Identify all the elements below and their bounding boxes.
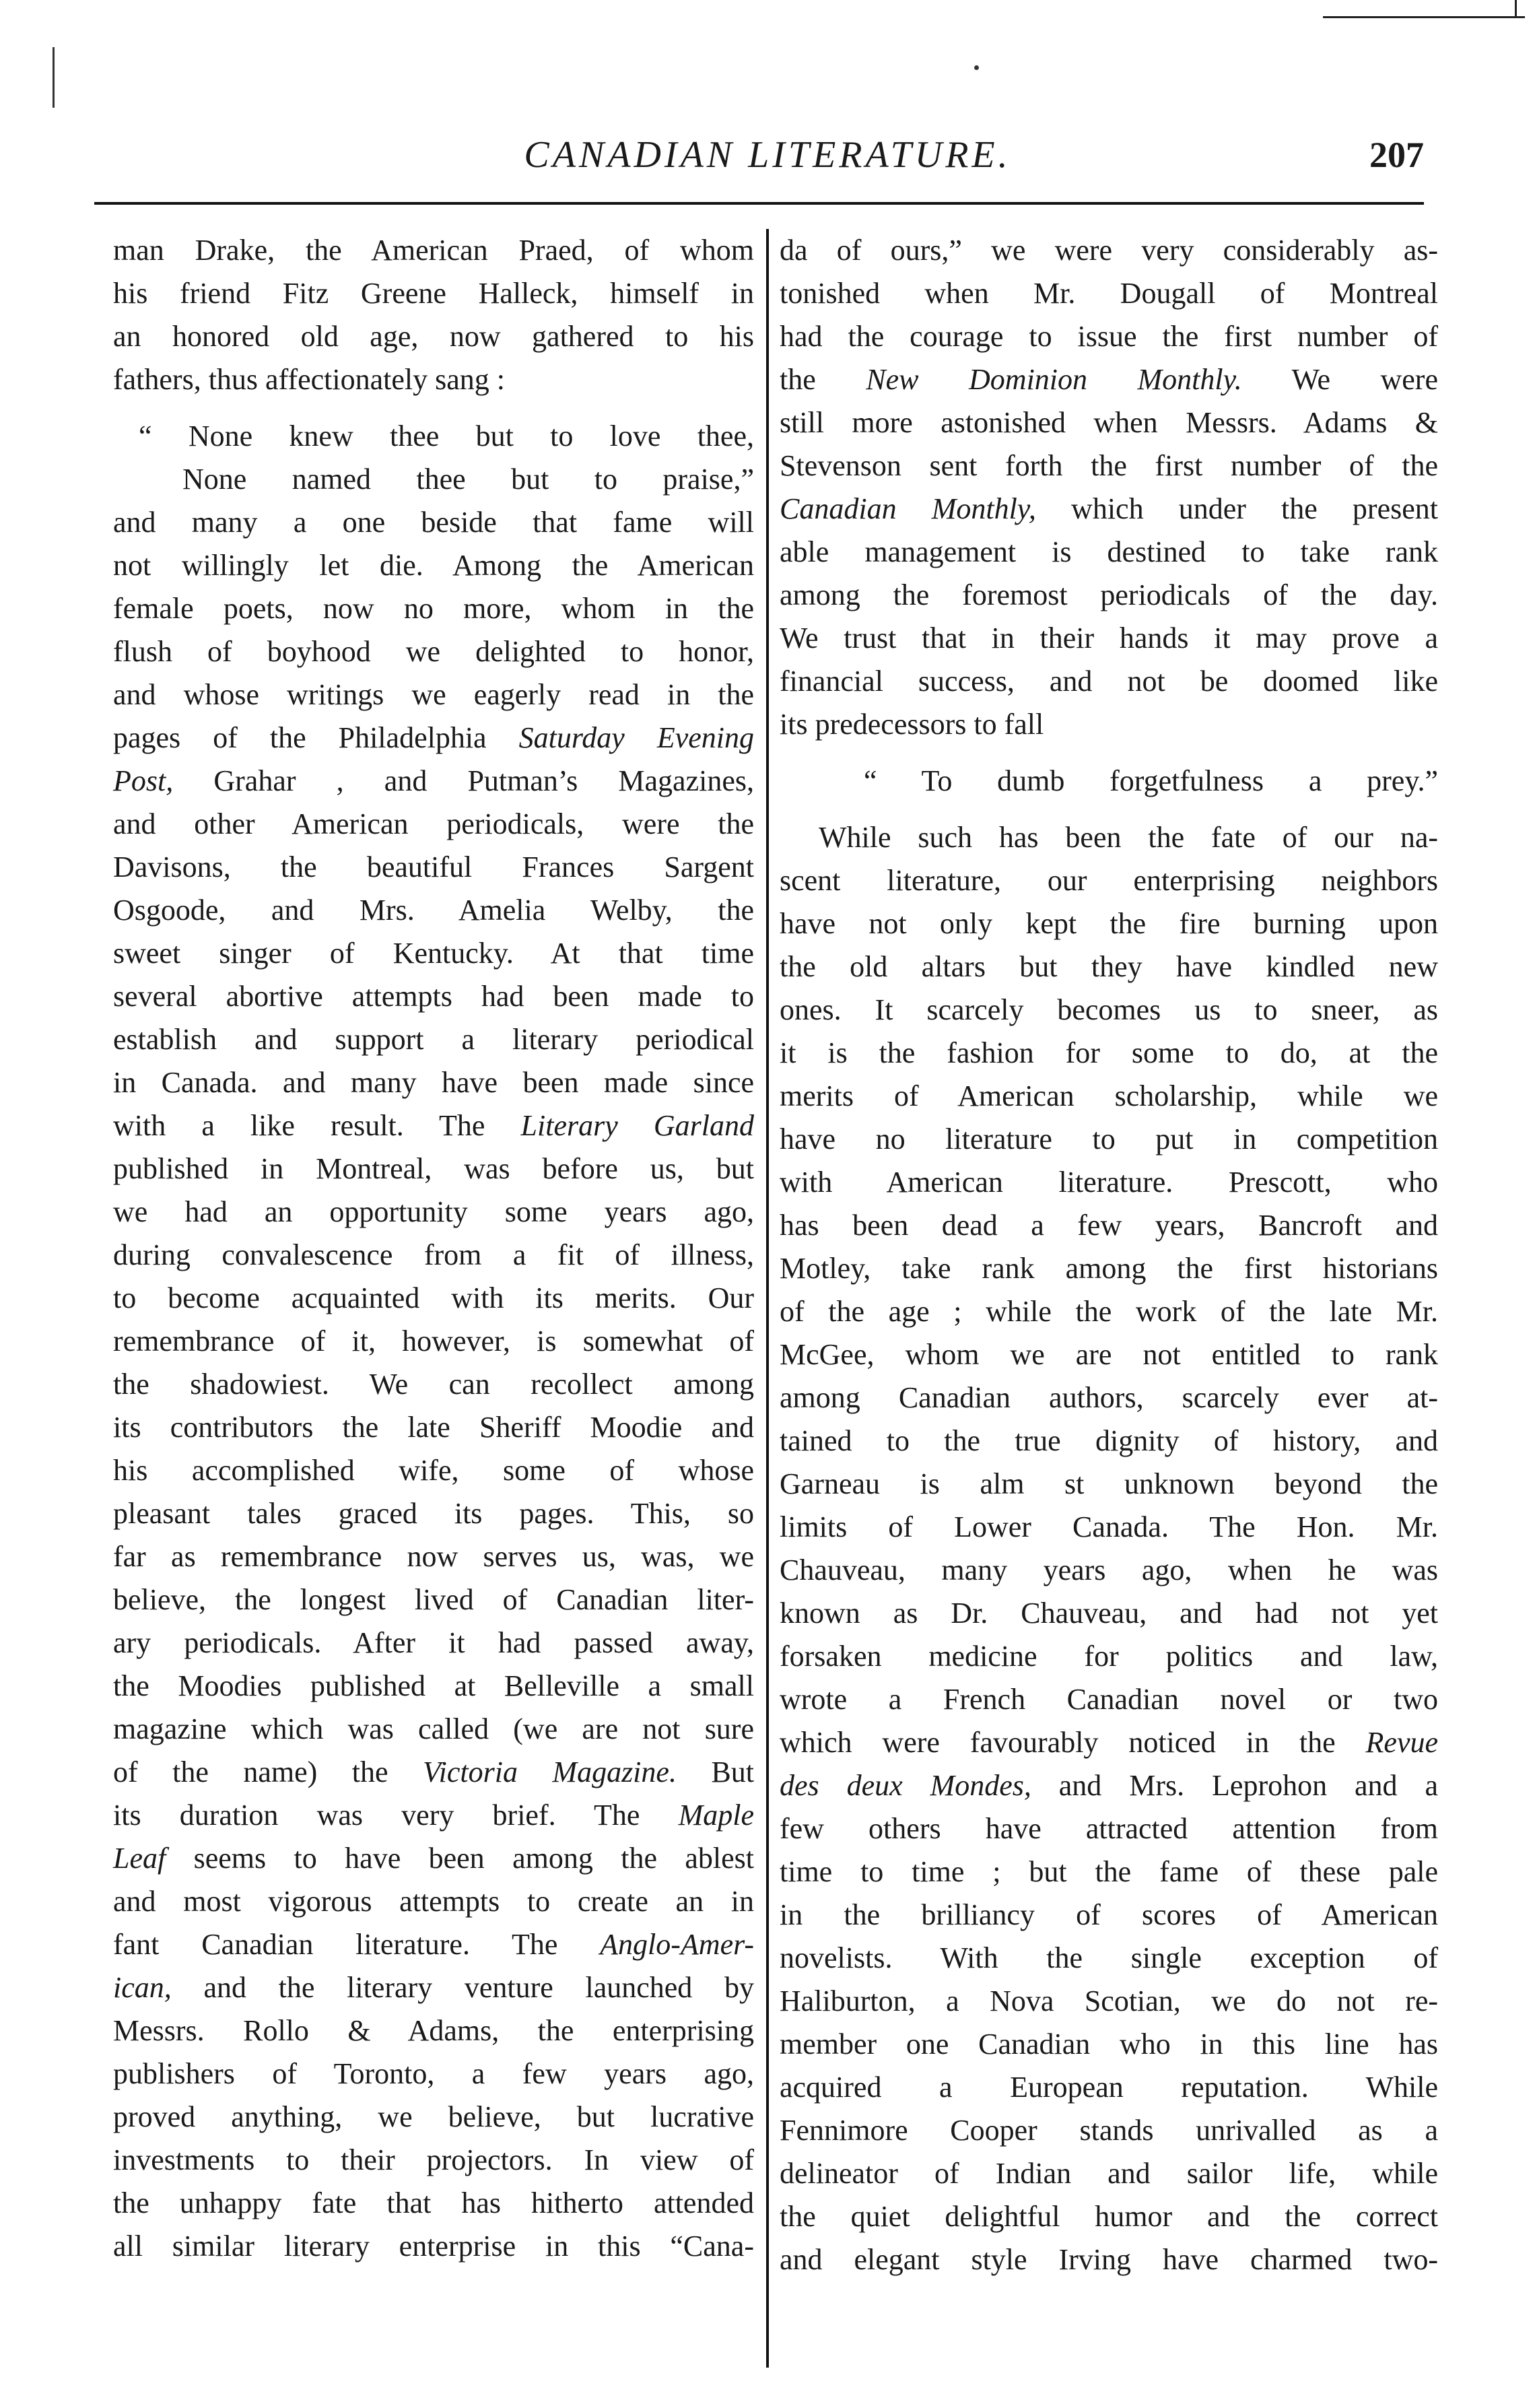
text-line: the old altars but they have kindled new [780,950,1438,983]
periodical-title: New Dominion Monthly. [866,363,1242,396]
text-line: few others have attracted attention from [780,1812,1438,1845]
text-line: While such has been the fate of our na- [819,821,1438,854]
text-line: have no literature to put in competition [780,1123,1438,1156]
text-line: member one Canadian who in this line has [780,2028,1438,2061]
top-corner-rule [1323,16,1525,18]
text-line: acquired a European reputation. While [780,2071,1438,2104]
text-line: and elegant style Irving have charmed two- [780,2243,1438,2276]
text-line: investments to their projectors. In view of [113,2143,754,2176]
text-line: it is the fashion for some to do, at the [780,1036,1438,1069]
text-line: of the age ; while the work of the late Mr. [780,1295,1438,1328]
text-line: da of ours,” we were very considerably as- [780,234,1438,267]
text-line: Garneau is alm st unknown beyond the [780,1467,1438,1500]
text-line: among Canadian authors, scarcely ever at- [780,1381,1438,1414]
text-line: Post, Grahar , and Putman’s Magazines, [113,764,754,797]
text-line: of the name) the Victoria Magazine. But [113,1755,754,1788]
text-line: which were favourably noticed in the Revue [780,1726,1438,1759]
quote-line: “ To dumb forgetfulness a prey.” [864,764,1438,797]
text-line: in the brilliancy of scores of American [780,1898,1438,1931]
text-line: believe, the longest lived of Canadian liter- [113,1583,754,1616]
text-line: Leaf seems to have been among the ablest [113,1842,754,1875]
text-line: and many a one beside that fame will [113,506,754,539]
periodical-title: Leaf [113,1842,166,1875]
text-line: has been dead a few years, Bancroft and [780,1209,1438,1242]
text-line: fathers, thus affectionately sang : [113,363,505,396]
text-line: to become acquainted with its merits. Our [113,1281,754,1314]
text-line: pleasant tales graced its pages. This, so [113,1497,754,1530]
text-line: pages of the Philadelphia Saturday Evening [113,721,755,754]
text-line: Osgoode, and Mrs. Amelia Welby, the [113,894,754,927]
text-line: an honored old age, now gathered to his [113,320,754,353]
text-line: Chauveau, many years ago, when he was [780,1553,1438,1586]
text-line: with a like result. The Literary Garland [113,1109,754,1142]
text-line: the Moodies published at Belleville a small [113,1669,754,1702]
text-line: publishers of Toronto, a few years ago, [113,2057,754,2090]
text-line: in Canada. and many have been made since [113,1066,754,1099]
text-line: McGee, whom we are not entitled to rank [780,1338,1438,1371]
header-rule [94,202,1424,205]
periodical-title: Post, [113,764,174,797]
text-line: known as Dr. Chauveau, and had not yet [780,1597,1438,1630]
text-line: during convalescence from a fit of illness, [113,1238,754,1271]
text-line: flush of boyhood we delighted to honor, [113,635,754,668]
text-line: its contributors the late Sheriff Moodie and [113,1411,754,1444]
text-line: novelists. With the single exception of [780,1941,1438,1974]
text-line: able management is destined to take rank [780,535,1438,568]
text-line: fant Canadian literature. The Anglo-Amer- [113,1928,754,1961]
text-line: ones. It scarcely becomes us to sneer, as [780,993,1438,1026]
text-line: with American literature. Prescott, who [780,1166,1438,1199]
text-line: several abortive attempts had been made to [113,980,754,1013]
text-line: the New Dominion Monthly. We were [780,363,1438,396]
text-line: wrote a French Canadian novel or two [780,1683,1438,1716]
text-line: Stevenson sent forth the first number of the [780,449,1438,482]
text-line: the quiet delightful humor and the correct [780,2200,1438,2233]
text-line: des deux Mondes, and Mrs. Leprohon and a [780,1769,1439,1802]
text-line: We trust that in their hands it may prove a [780,622,1438,655]
quote-line: “ None knew thee but to love thee, [139,420,754,453]
text-line: its duration was very brief. The Maple [113,1799,754,1832]
periodical-title: Literary Garland [520,1109,754,1142]
text-line: its predecessors to fall [780,708,1044,741]
text-line: delineator of Indian and sailor life, while [780,2157,1438,2190]
text-line: among the foremost periodicals of the day. [780,578,1438,611]
margin-mark [53,47,55,108]
text-line: Motley, take rank among the first historians [780,1252,1438,1285]
text-line: time to time ; but the fame of these pale [780,1855,1438,1888]
periodical-title: ican, [113,1971,172,2004]
text-line: financial success, and not be doomed like [780,665,1438,698]
text-line: the shadowiest. We can recollect among [113,1368,754,1401]
text-line: magazine which was called (we are not sure [113,1712,754,1745]
text-line: all similar literary enterprise in this “Cana- [113,2230,754,2263]
periodical-title: Maple [678,1799,754,1832]
text-line: merits of American scholarship, while we [780,1079,1438,1112]
text-line: the unhappy fate that has hitherto attended [113,2186,754,2219]
periodical-title: Canadian Monthly, [780,492,1036,525]
text-line: Canadian Monthly, which under the present [780,492,1438,525]
text-line: tonished when Mr. Dougall of Montreal [780,277,1438,310]
periodical-title: des deux Mondes, [780,1769,1031,1802]
left-column [113,229,754,2268]
text-line: sweet singer of Kentucky. At that time [113,937,754,970]
text-line: Haliburton, a Nova Scotian, we do not re- [780,1984,1438,2017]
text-line: and whose writings we eagerly read in the [113,678,754,711]
periodical-title: Saturday Evening [518,721,755,754]
periodical-title: Anglo-Amer- [600,1928,754,1961]
text-line: published in Montreal, was before us, but [113,1152,754,1185]
running-title: CANADIAN LITERATURE. [524,134,1011,176]
text-line: forsaken medicine for politics and law, [780,1640,1438,1673]
text-line: ican, and the literary venture launched by [113,1971,754,2004]
periodical-title: Victoria Magazine. [423,1755,677,1788]
quote-line: None named thee but to praise,” [182,463,754,496]
text-line: his accomplished wife, some of whose [113,1454,754,1487]
text-line: scent literature, our enterprising neighbors [780,864,1438,897]
text-line: his friend Fitz Greene Halleck, himself in [113,277,754,310]
periodical-title: Revue [1365,1726,1438,1759]
column-divider [766,229,769,2368]
text-line: and other American periodicals, were the [113,807,754,840]
text-line: have not only kept the fire burning upon [780,907,1438,940]
text-line: had the courage to issue the first number of [780,320,1438,353]
page-number: 207 [1369,135,1424,175]
text-line: establish and support a literary periodical [113,1023,754,1056]
text-line: we had an opportunity some years ago, [113,1195,754,1228]
text-line: Messrs. Rollo & Adams, the enterprising [113,2014,754,2047]
text-line: proved anything, we believe, but lucrative [113,2100,754,2133]
text-line: limits of Lower Canada. The Hon. Mr. [780,1510,1438,1543]
text-line: man Drake, the American Praed, of whom [113,234,754,267]
corner-tick-mark [1515,0,1517,18]
ink-dot [974,65,979,70]
text-line: far as remembrance now serves us, was, we [113,1540,754,1573]
text-line: still more astonished when Messrs. Adams & [780,406,1438,439]
text-line: Davisons, the beautiful Frances Sargent [113,850,754,883]
text-line: female poets, now no more, whom in the [113,592,754,625]
text-line: not willingly let die. Among the American [113,549,754,582]
text-line: Fennimore Cooper stands unrivalled as a [780,2114,1438,2147]
right-column [780,229,1438,2281]
text-line: ary periodicals. After it had passed away, [113,1626,754,1659]
text-line: and most vigorous attempts to create an in [113,1885,754,1918]
text-line: tained to the true dignity of history, and [780,1424,1438,1457]
text-line: remembrance of it, however, is somewhat of [113,1325,754,1358]
